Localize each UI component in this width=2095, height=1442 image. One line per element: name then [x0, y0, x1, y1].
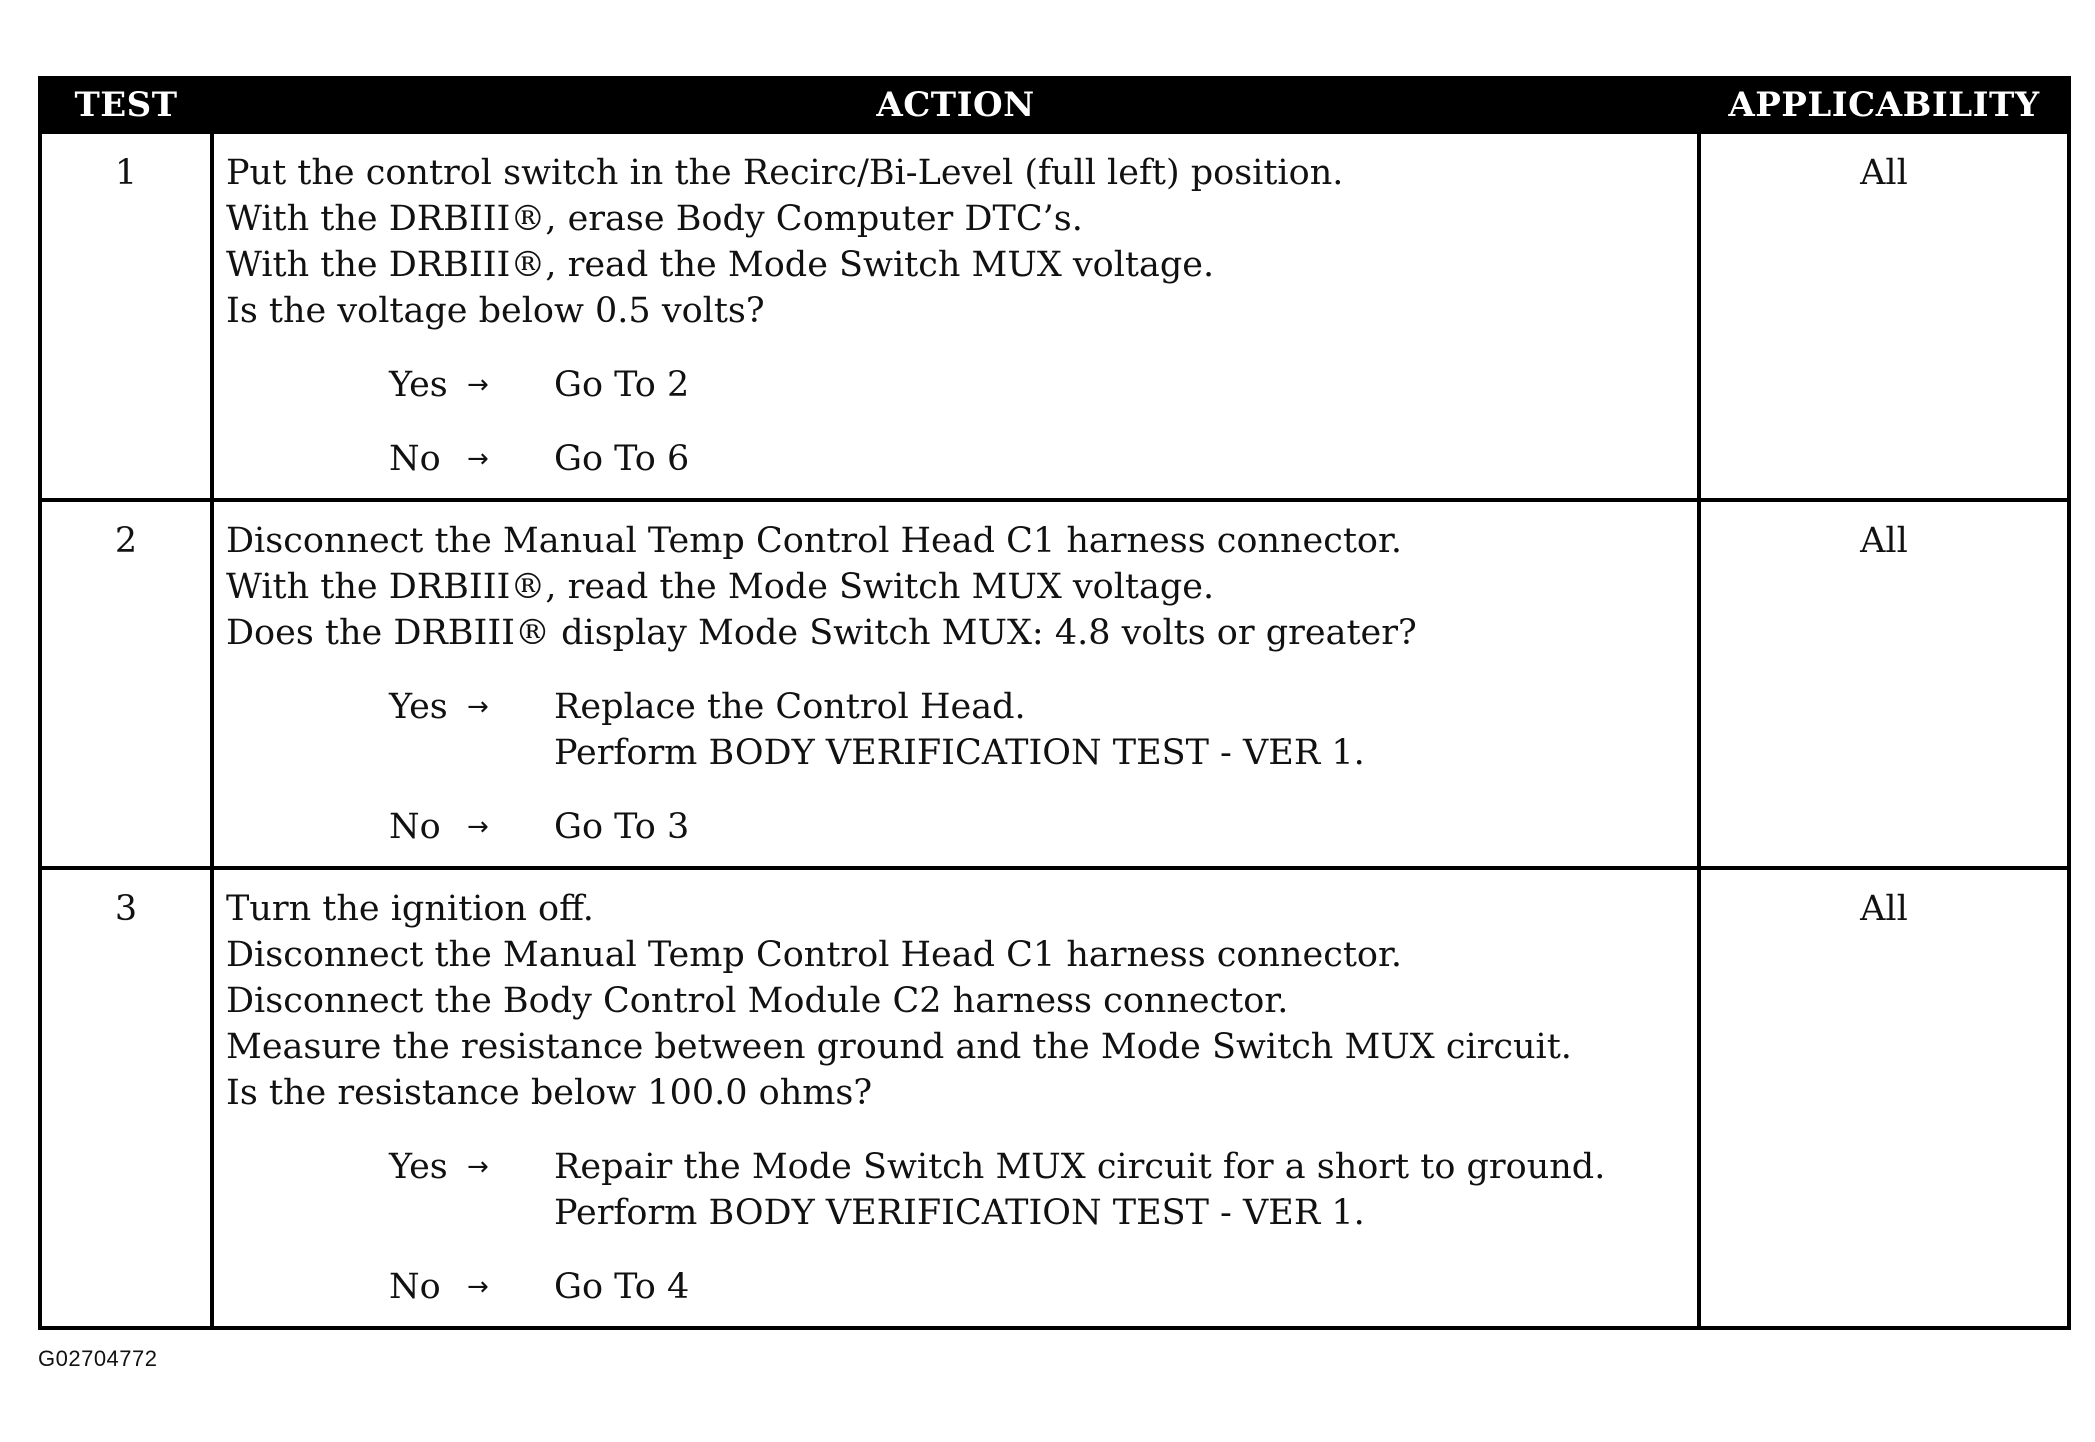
outcome-list: [389, 362, 1687, 482]
action-step: Put the control switch in the Recirc/Bi-Level (full left) position.: [226, 153, 1344, 193]
outcome-yes: [389, 684, 1687, 776]
right-arrow-icon: →: [467, 1152, 489, 1182]
outcome-result-line: Perform BODY VERIFICATION TEST - VER 1.: [554, 733, 1365, 773]
outcome-result: [554, 1144, 1687, 1236]
action-step: Disconnect the Manual Temp Control Head C1 harness connector.: [226, 935, 1403, 975]
outcome-answer: Yes: [389, 687, 448, 727]
outcome-result: [554, 684, 1687, 776]
action-step: Measure the resistance between ground and the Mode Switch MUX circuit.: [226, 1027, 1572, 1067]
test-number: 2: [40, 500, 212, 868]
outcome-answer: Yes: [389, 1147, 448, 1187]
action-cell: [212, 868, 1699, 1328]
outcome-answer: Yes: [389, 365, 448, 405]
outcome-yes: [389, 1144, 1687, 1236]
document-id: G02704772: [38, 1346, 158, 1371]
test-number: 1: [40, 132, 212, 500]
right-arrow-icon: →: [467, 1272, 489, 1302]
outcome-result-line: Go To 4: [554, 1267, 690, 1307]
right-arrow-icon: →: [467, 692, 489, 722]
header-action: ACTION: [212, 78, 1699, 132]
test-number: 3: [40, 868, 212, 1328]
outcome-result-line: Repair the Mode Switch MUX circuit for a short to ground.: [554, 1147, 1606, 1187]
action-cell: [212, 500, 1699, 868]
outcome-result-line: Go To 2: [554, 365, 690, 405]
action-step: With the DRBIII®, read the Mode Switch MUX voltage.: [226, 567, 1215, 607]
outcome-no: [389, 804, 1687, 850]
action-step: With the DRBIII®, read the Mode Switch MUX voltage.: [226, 245, 1215, 285]
header-applicability: APPLICABILITY: [1699, 78, 2069, 132]
outcome-result-line: Perform BODY VERIFICATION TEST - VER 1.: [554, 1193, 1365, 1233]
action-cell: [212, 132, 1699, 500]
table-body: [40, 132, 2069, 1328]
outcome-answer: No: [389, 439, 441, 479]
outcome-result-line: Go To 6: [554, 439, 690, 479]
outcome-no: [389, 1264, 1687, 1310]
outcome-result-line: Replace the Control Head.: [554, 687, 1026, 727]
outcome-result: [554, 436, 1687, 482]
outcome-result: [554, 362, 1687, 408]
action-step: With the DRBIII®, erase Body Computer DTC’s.: [226, 199, 1083, 239]
diagnostic-test-table: [38, 76, 2071, 1330]
outcome-yes: [389, 362, 1687, 408]
right-arrow-icon: →: [467, 370, 489, 400]
table-row: [40, 868, 2069, 1328]
table-row: [40, 500, 2069, 868]
action-step: Does the DRBIII® display Mode Switch MUX: 4.8 volts or greater?: [226, 613, 1417, 653]
applicability-value: All: [1699, 868, 2069, 1328]
right-arrow-icon: →: [467, 812, 489, 842]
outcome-no: [389, 436, 1687, 482]
action-step: Disconnect the Manual Temp Control Head C1 harness connector.: [226, 521, 1403, 561]
outcome-list: [389, 684, 1687, 850]
outcome-answer: No: [389, 807, 441, 847]
table-header-row: [40, 78, 2069, 132]
outcome-answer: No: [389, 1267, 441, 1307]
outcome-result: [554, 1264, 1687, 1310]
outcome-result: [554, 804, 1687, 850]
action-step: Is the resistance below 100.0 ohms?: [226, 1073, 873, 1113]
action-step: Turn the ignition off.: [226, 889, 594, 929]
applicability-value: All: [1699, 500, 2069, 868]
table-row: [40, 132, 2069, 500]
outcome-list: [389, 1144, 1687, 1310]
header-test: TEST: [40, 78, 212, 132]
action-step: Is the voltage below 0.5 volts?: [226, 291, 765, 331]
right-arrow-icon: →: [467, 444, 489, 474]
outcome-result-line: Go To 3: [554, 807, 690, 847]
applicability-value: All: [1699, 132, 2069, 500]
action-step: Disconnect the Body Control Module C2 harness connector.: [226, 981, 1289, 1021]
